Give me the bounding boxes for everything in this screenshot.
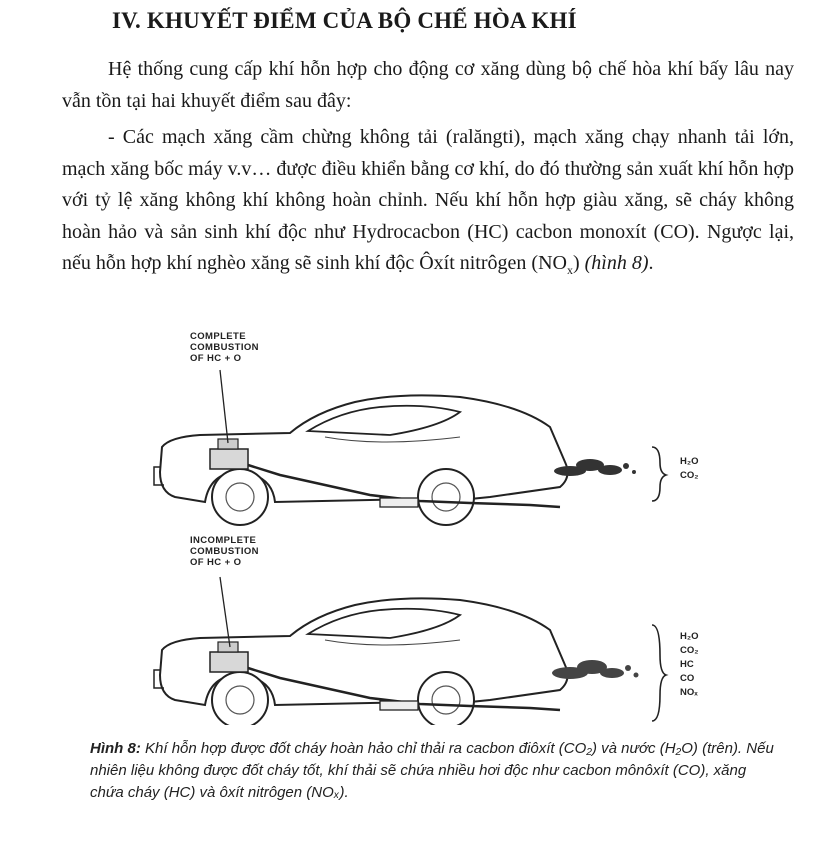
paragraph-defect-end: . (648, 252, 654, 274)
figure-caption (90, 738, 780, 804)
nox-subscript: x (566, 263, 573, 277)
complete-combustion-label: COMPLETE COMBUSTION OF HC + O (190, 331, 259, 364)
paragraph-intro (62, 54, 794, 117)
top-exhaust-smoke (554, 459, 636, 476)
top-gas-brace (652, 447, 666, 501)
paragraph-defect (62, 122, 794, 287)
gas-label: HC (680, 659, 694, 670)
bottom-car (154, 598, 568, 725)
paragraph-defect-close: ) (572, 252, 580, 274)
top-label-pointer (220, 370, 228, 443)
gas-label: CO₂ (680, 645, 699, 656)
car-illustration (140, 325, 740, 725)
gas-label: NOₓ (680, 687, 698, 698)
gas-label: H₂O (680, 631, 699, 642)
caption-label: Hình 8: (90, 740, 141, 757)
caption-text: Khí hỗn hợp được đốt cháy hoàn hảo chỉ thải ra cacbon điôxít (CO₂) và nước (H₂O) (trên). Nếu nhiên liệu không được đốt cháy tốt, khí thải sẽ chứa nhiều hơi độc như cacbon mônôxít (CO), xăng chứa cháy (HC) và ôxít nitrôgen (NOₓ). (90, 740, 774, 801)
section-heading: IV. KHUYẾT ĐIỂM CỦA BỘ CHẾ HÒA KHÍ (112, 8, 577, 33)
paragraph-intro-text: Hệ thống cung cấp khí hỗn hợp cho động cơ xăng dùng bộ chế hòa khí bấy lâu nay vẫn tồn tại hai khuyết điểm sau đây: (62, 58, 794, 112)
figure-reference: (hình 8) (584, 252, 649, 274)
figure-8 (140, 325, 740, 725)
top-gas-list (680, 455, 698, 483)
paragraph-defect-text: - Các mạch xăng cầm chừng không tải (ralăngti), mạch xăng chạy nhanh tải lớn, mạch xăng bốc máy v.v… được điều khiển bằng cơ khí, do đó thường sản xuất khí hỗn hợp với tỷ lệ xăng không khí không hoàn chỉnh. Nếu khí hỗn hợp giàu xăng, sẽ cháy không hoàn hảo và sản sinh khí độc như Hydrocacbon (HC) cacbon monoxít (CO). Ngược lại, nếu hỗn hợp khí nghèo xăng sẽ sinh khí độc Ôxít nitrôgen (NO (62, 126, 794, 274)
incomplete-combustion-label: INCOMPLETE COMBUSTION OF HC + O (190, 535, 259, 568)
bottom-gas-brace (652, 625, 666, 721)
gas-label: CO (680, 673, 695, 684)
gas-label: CO₂ (680, 470, 699, 481)
bottom-gas-list (680, 630, 698, 700)
gas-label: H₂O (680, 456, 699, 467)
top-car (154, 395, 568, 525)
